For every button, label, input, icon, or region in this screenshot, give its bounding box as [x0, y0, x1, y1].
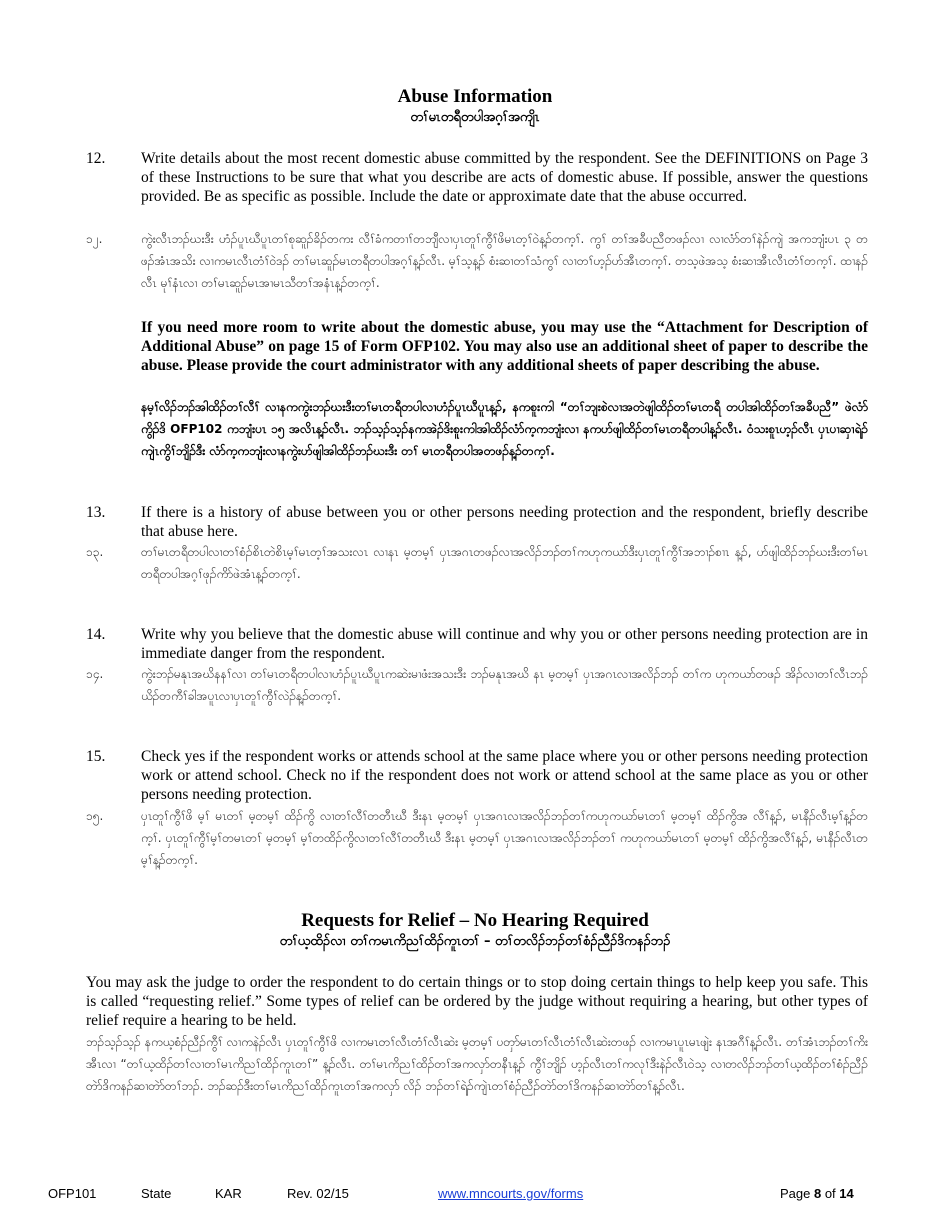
note-text-karen: နမ့ၢ်လိၣ်ဘၣ်အါထိၣ်တၢ်လီၢ် လၢနကကွဲးဘၣ်ဃးဒီးတၢ်မၤတရီတပါလၢဟံၣ်ပူၤဃီပူၤန့ၣ်, နကစူးကါ “တၢ်ဘျးစဲလၢအတဲဖျါထိၣ်တၢ်မၤတရီ တပါအါထိၣ်တၢ်အခီပညီ” ဖဲလံာ်ကွိၣ်ဒိ OFP102 ကဘျံးပၤ ၁၅ အလိၤန့ၣ်လီၤ. ဘၣ်သ့ၣ်သ့ၣ်နကအဲၣ်ဒိးစူးကါအါထိၣ်လံာ်က့ကဘျံးလၢ နကဟ်ဖျါထိၣ်တၢ်မၤတရီတပါန့ၣ်လီၤ. ဝံသးစူၤဟ့ၣ်လီၤ ပှၤပၢဆှၢရဲၣ်ကျဲၤကွိၢ်ဘျိၣ်ဒီး လံာ်က့ကဘျံးလၢနကွဲးဟ်ဖျါအါထိၣ်ဘၣ်ဃးဒီး တၢ် မၤတရီတပါအတဖၣ်န့ၣ်တက့ၢ်. [141, 400, 868, 458]
item-15-karen [86, 805, 868, 871]
footer-language: KAR [215, 1186, 242, 1201]
note-text-en: If you need more room to write about the domestic abuse, you may use the “Attachment for Description of Additional Abuse” on page 15 of Form OFP102. You may also use an additional sheet of paper to describe the abuse. Please provide the court administrator with any additional sheets of paper describing the abuse. [141, 319, 868, 374]
footer-state: State [141, 1186, 172, 1201]
item-number: 12. [86, 150, 106, 167]
page-mid: of [821, 1186, 840, 1201]
item-number: 13. [86, 504, 106, 521]
item-text-en: Write why you believe that the domestic abuse will continue and why you or other persons needing protection are in immediate danger from the respondent. [141, 626, 868, 662]
item-number-karen: ၁၅. [86, 809, 104, 823]
item-number: 14. [86, 626, 106, 643]
item-15 [86, 747, 868, 804]
item-text-en: Check yes if the respondent works or attends school at the same place where you or other persons needing protection work or attend school. Check no if the respondent does not work or attend school at the same place as you or other persons needing protection. [141, 748, 868, 803]
item-number: 15. [86, 748, 106, 765]
item-text-en: If there is a history of abuse between you or other persons needing protection and the respondent, briefly describe that abuse here. [141, 504, 868, 540]
section-subtitle-abuse-information: တၢ်မၤတရီတပါအဂ့ၢ်အကျိၤ [410, 110, 540, 125]
item-text-en: Write details about the most recent domestic abuse committed by the respondent. See the DEFINITIONS on Page 3 of these Instructions to be sure that what you describe are acts of domestic abuse. If possible, answer the questions provided. Be as specific as possible. Include the date or approximate date that the abuse occurred. [141, 150, 868, 205]
item-text-karen: တၢ်မၤတရီတပါလၢတၢ်စံၣ်စိၤတဲစိၤမ့ၢ်မၤတ့ၢ်အသးလၤ လၢနၤ မ့တမ့ၢ် ပှၤအဂၤတဖၣ်လၢအလိၣ်ဘၣ်တၢ်ကဟုကယာ်ဒီးပှၤတူၢ်ကွီၢ်အဘၢၣ်စၢၤ န့ၣ်, ဟ်ဖျါထိၣ်ဘၣ်ဃးဒီးတၢ်မၤတရီတပါအဂ့ၢ်ဖုၣ်ကိာ်ဖဲအံၤန့ၣ်တက့ၢ်. [141, 545, 869, 581]
item-text-karen: ကွဲးလီၤဘၣ်ဃးဒီး ဟံၣ်ပူၤဃီပူၤတၢ်စုဆူၣ်ခိၣ်တကး လီၢ်ခံကတၢၢ်တဘျီလၢပှၤတူၢ်ကွီၢ်ဖိမၤတ့ၢ်ဝဲန့ၣ်တက့ၢ်. ကွၢ် တၢ်အခီပညီတဖၣ်လၢ လၢလံာ်တၢ်နဲၣ်ကျဲ အကဘျံးပၤ ၃ တဖၣ်အံၤအသိး လၢကမၤလီၤတံၢ်ဝဲဒၣ် တၢ်မၤဆူၣ်မၤတရီတပါအဂ့ၢ်န့ၣ်လီၤ. မ့ၢ်သ့န့ၣ် စံးဆၢတၢ်သံကွၢ် လၢတၢ်ဟ့ၣ်ဟ်အီၤတက့ၢ်. တသ့ဖဲအသ့ စံးဆၢအီၤလီၤတံၢ်တက့ၢ်. ထၢနၣ်လီၤ မုၢ်နံၤလၢ တၢ်မၤဆူၣ်မၤအၢမၤသီတၢ်အနံၤန့ၣ်တက့ၢ်. [141, 232, 868, 290]
item-text-karen: ပှၤတူၢ်ကွီၢ်ဖိ မ့ၢ် မၤတၢ် မ့တမ့ၢ် ထိၣ်ကွိ လၢတၢ်လီၢ်တတီၤဃီ ဒီးနၤ မ့တမ့ၢ် ပှၤအဂၤလၢအလိၣ်ဘၣ်တၢ်ကဟုကယာ်မၤတၢ် မ့တမ့ၢ် ထိၣ်ကွိအ လီၢ်န့ၣ်, မၤနီၣ်လီၤမ့ၢ်န့ၣ်တက့ၢ်. ပှၤတူၢ်ကွီၢ်မ့ၢ်တမၤတၢ် မ့တမ့ၢ် မ့ၢ်တထိၣ်ကွိလၢတၢ်လီၢ်တတီၤဃီ ဒီးနၤ မ့တမ့ၢ် ပှၤအဂၤလၢအလိၣ်ဘၣ်တၢ် ကဟုကယာ်မၤတၢ် မ့တမ့ၢ် ထိၣ်ကွိအလီၢ်န့ၣ်, မၤနီၣ်လီၤတမ့ၢ်န့ၣ်တက့ၢ်. [141, 809, 868, 867]
page-number: 8 [813, 1186, 822, 1201]
item-12-karen [86, 228, 868, 294]
page-footer [0, 1186, 950, 1206]
item-14-karen [86, 663, 868, 707]
page-total: 14 [839, 1186, 854, 1201]
item-13-karen [86, 541, 868, 585]
item-14 [86, 625, 868, 663]
section-subtitle-requests-for-relief: တၢ်ယ့ထိၣ်လၢ တၢ်ကမၤကိညၢ်ထိၣ်ကူၤတၢ် – တၢ်တလိၣ်ဘၣ်တၢ်စံၣ်ညီၣ်ဒိကနၣ်ဘၣ် [279, 934, 671, 949]
relief-paragraph-karen [86, 1031, 868, 1097]
item-number-karen: ၁၃. [86, 545, 104, 559]
footer-revision: Rev. 02/15 [287, 1186, 349, 1201]
item-13 [86, 503, 868, 541]
note-more-room [86, 318, 868, 375]
item-12 [86, 149, 868, 206]
item-number-karen: ၁၄. [86, 667, 104, 681]
item-number-karen: ၁၂. [86, 232, 103, 246]
footer-forms-link[interactable]: www.mncourts.gov/forms [438, 1186, 584, 1201]
section-title-requests-for-relief: Requests for Relief – No Hearing Required [301, 910, 649, 931]
relief-text-en: You may ask the judge to order the respondent to do certain things or to stop doing certain things to help keep you safe. This is called “requesting relief.” Some types of relief can be ordered by the judge without requiring a hearing, but other types of relief require a hearing to be held. [86, 974, 868, 1029]
section-title-abuse-information: Abuse Information [397, 86, 553, 107]
footer-form-number: OFP101 [48, 1186, 97, 1201]
relief-text-karen: ဘၣ်သ့ၣ်သ့ၣ် နကယ့စံၣ်ညီၣ်ကွီၢ် လၢကနဲၣ်လီၤ ပှၤတူၢ်ကွီၢ်ဖိ လၢကမၤတၢ်လီၤတံၢ်လီၤဆဲး မ့တမ့ၢ် ပတှာ်မၤတၢ်လီၤတံၢ်လီၤဆဲးတဖၣ် လၢကမၤပူၤမၤဖျဲး နၤအဂီၢ်န့ၣ်လီၤ. တၢ်အံၤဘၣ်တၢ်ကိးအီၤလၢ “တၢ်ယ့ထိၣ်တၢ်လၢတၢ်မၤကိညၢ်ထိၣ်ကူၤတၢ်” န့ၣ်လီၤ. တၢ်မၤကိညၢ်ထိၣ်တၢ်အကလှာ်တနီၤန့ၣ် ကွီၢ်ဘျိၣ် ဟ့ၣ်လီၤတၢ်ကလုၢ်ဒီးနဲၣ်လီၤဝဲသ့ လၢတလိၣ်ဘၣ်တၢ်ယ့ထိၣ်တၢ်စံၣ်ညီၣ်တဲာ်ဒိကနၣ်ဆၢတဲာ်တၢ်ဘၣ်. ဘၣ်ဆၣ်ဒီးတၢ်မၤကိညၢ်ထိၣ်ကူၤတၢ်အကလှာ် လိၣ် ဘၣ်တၢ်ရဲၣ်ကျဲၤတၢ်စံၣ်ညီၣ်တဲာ်တၢ်ဒိကနၣ်ဆၢတဲာ်တၢ်န့ၣ်လီၤ. [86, 1035, 868, 1093]
item-text-karen: ကွဲးဘၣ်မနုၤအဃိနနၢ်လၢ တၢ်မၤတရီတပါလၢဟံၣ်ပူၤဃီပူၤကဆဲးမၢဖံးအသးဒီး ဘၣ်မနုၤအဃိ နၤ မ့တမ့ၢ် ပှၤအဂၤလၢအလိၣ်ဘၣ် တၢ်က ဟုကယာ်တဖၣ် အိၣ်လၢတၢ်လီၤဘၣ်ယိၣ်တကီၢ်ခါအပူၤလၢပှၤတူၢ်ကွီၢ်လဲၣ်န့ၣ်တက့ၢ်. [141, 667, 868, 703]
note-more-room-karen [86, 396, 868, 462]
footer-page-indicator [780, 1186, 854, 1201]
page-prefix: Page [780, 1186, 814, 1201]
relief-paragraph-en [86, 973, 868, 1030]
